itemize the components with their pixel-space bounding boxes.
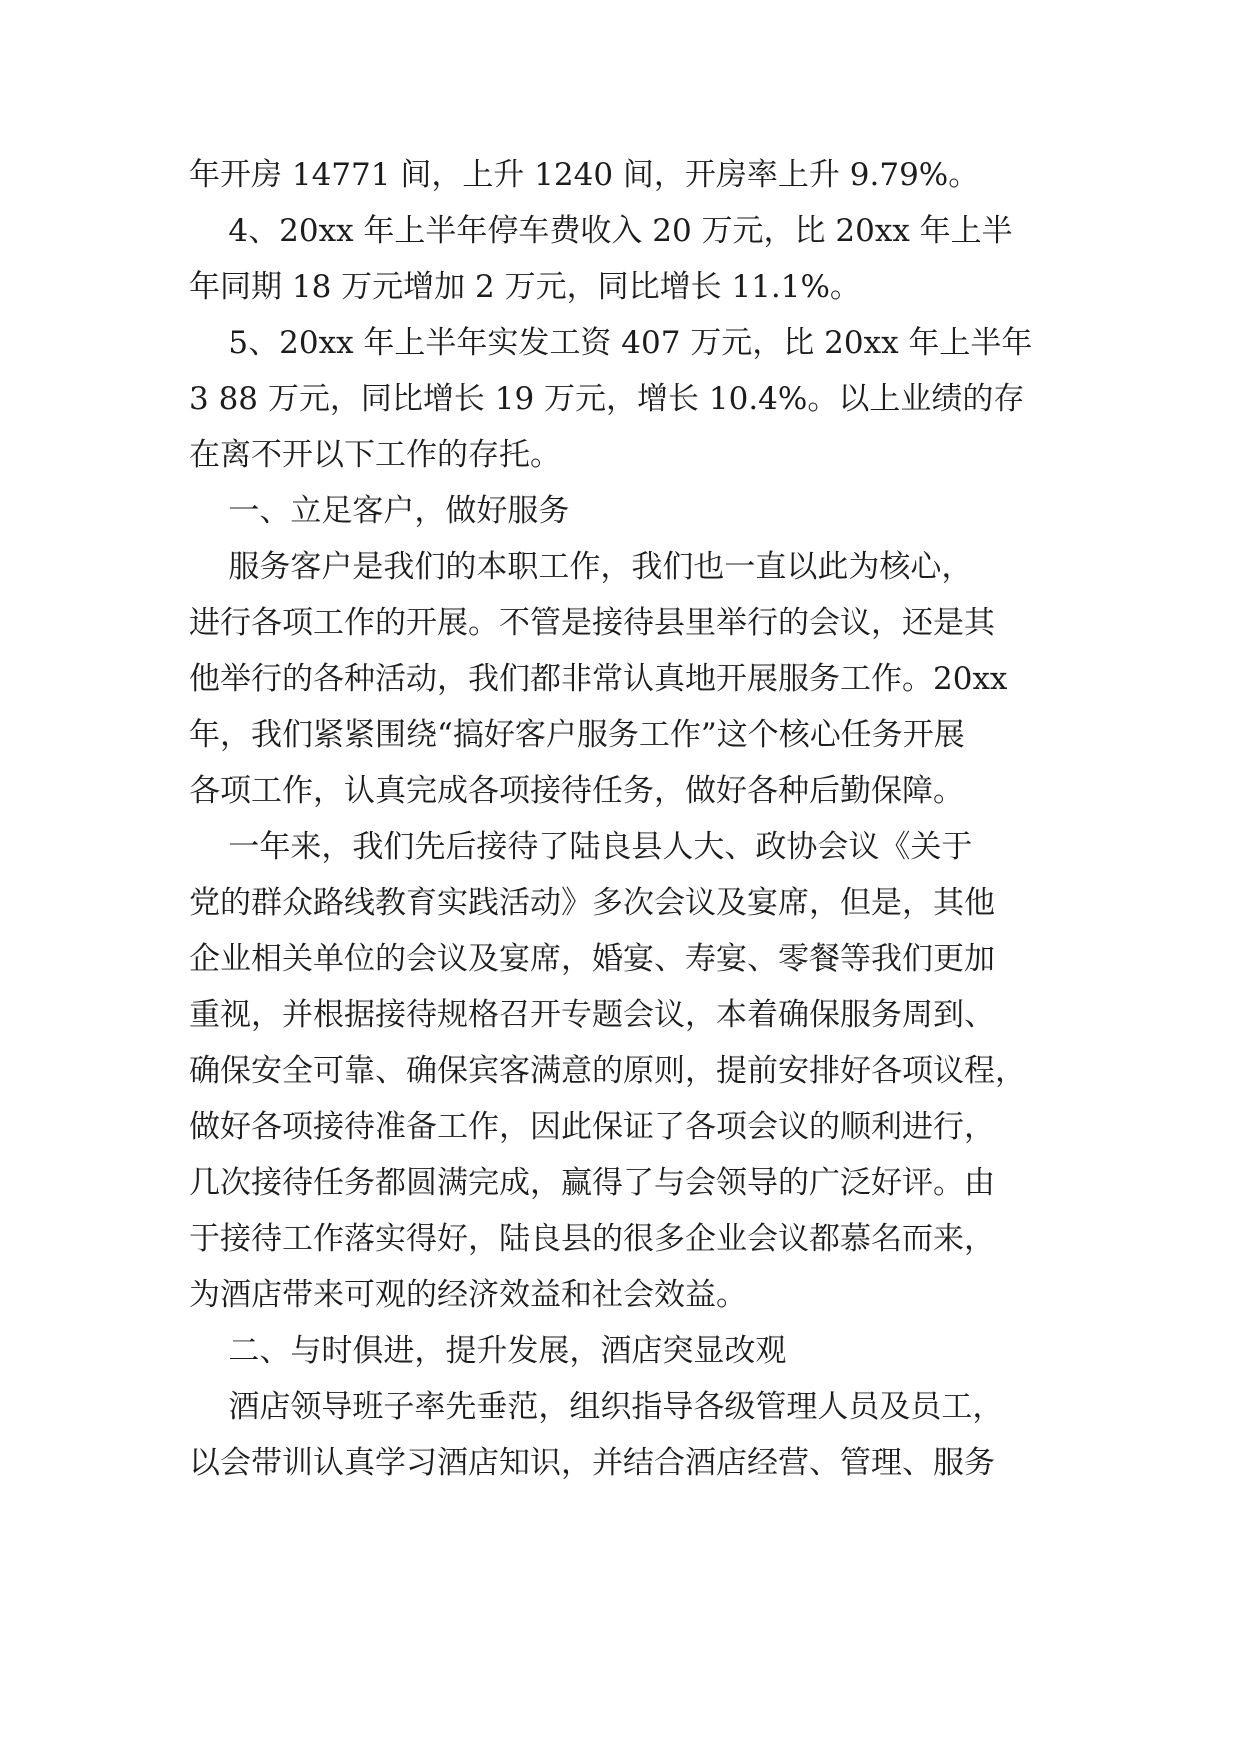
text-line: 企业相关单位的会议及宴席，婚宴、寿宴、零餐等我们更加 (189, 941, 995, 977)
section-heading: 一、立足客户，做好服务 (189, 493, 570, 529)
text-line: 年，我们紧紧围绕“搞好客户服务工作”这个核心任务开展 (189, 717, 965, 753)
text-line: 3 88 万元，同比增长 19 万元，增长 10.4%。以上业绩的存 (189, 381, 1025, 417)
text-line: 为酒店带来可观的经济效益和社会效益。 (189, 1277, 747, 1313)
text-line: 进行各项工作的开展。不管是接待县里举行的会议，还是其 (189, 605, 995, 641)
text-line: 年同期 18 万元增加 2 万元，同比增长 11.1%。 (189, 269, 861, 305)
text-line: 一年来，我们先后接待了陆良县人大、政协会议《关于 (189, 829, 973, 865)
text-line: 酒店领导班子率先垂范，组织指导各级管理人员及员工， (189, 1389, 1004, 1425)
section-heading: 二、与时俱进，提升发展，酒店突显改观 (189, 1333, 787, 1369)
text-line: 服务客户是我们的本职工作，我们也一直以此为核心， (189, 549, 973, 585)
text-line: 年开房 14771 间，上升 1240 间，开房率上升 9.79%。 (189, 157, 980, 193)
text-line: 党的群众路线教育实践活动》多次会议及宴席，但是，其他 (189, 885, 995, 921)
text-line: 他举行的各种活动，我们都非常认真地开展服务工作。20xx (189, 661, 1008, 697)
document-body (189, 154, 1059, 1484)
text-line: 5、20xx 年上半年实发工资 407 万元，比 20xx 年上半年 (189, 325, 1033, 361)
text-line: 做好各项接待准备工作，因此保证了各项会议的顺利进行， (189, 1109, 995, 1145)
text-line: 重视，并根据接待规格召开专题会议，本着确保服务周到、 (189, 997, 995, 1033)
text-line: 确保安全可靠、确保宾客满意的原则，提前安排好各项议程， (189, 1053, 1026, 1089)
text-line: 4、20xx 年上半年停车费收入 20 万元，比 20xx 年上半 (189, 213, 1013, 249)
text-line: 在离不开以下工作的存托。 (189, 437, 561, 473)
text-line: 于接待工作落实得好，陆良县的很多企业会议都慕名而来， (189, 1221, 995, 1257)
text-line: 以会带训认真学习酒店知识，并结合酒店经营、管理、服务 (189, 1445, 995, 1481)
text-line: 各项工作，认真完成各项接待任务，做好各种后勤保障。 (189, 773, 964, 809)
text-line: 几次接待任务都圆满完成，赢得了与会领导的广泛好评。由 (189, 1165, 995, 1201)
